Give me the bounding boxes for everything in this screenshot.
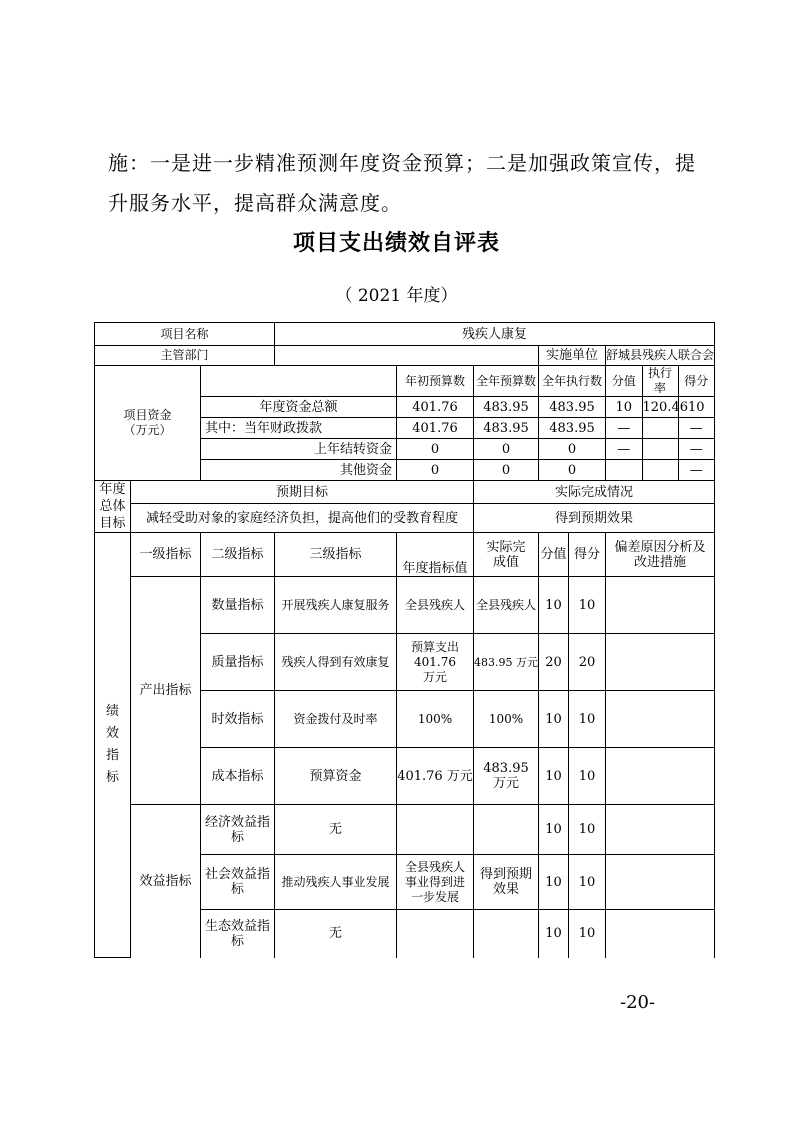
funds-header-executed: 全年执行数: [539, 366, 606, 397]
paragraph-line-1: 施：一是进一步精准预测年度资金预算；二是加强政策宣传，提: [108, 151, 696, 175]
perf-level3: 预算资金: [275, 748, 397, 805]
actual-header: 实际完成情况: [474, 481, 715, 504]
funds-row-score: 10: [678, 397, 714, 417]
perf-actual-value: 得到预期效果: [474, 855, 539, 910]
perf-level2: 数量指标: [201, 577, 275, 634]
perf-header-deviation: 偏差原因分析及改进措施: [606, 533, 715, 577]
funds-row-scores: [606, 397, 715, 418]
table-subtitle: （ 2021 年度）: [335, 286, 458, 306]
funds-row-executed: 0: [539, 439, 606, 460]
expected-goal: 减轻受助对象的家庭经济负担，提高他们的受教育程度: [131, 504, 474, 533]
funds-unit: （万元）: [123, 423, 172, 437]
perf-deviation: [606, 910, 715, 958]
perf-score-value: 10: [539, 691, 569, 748]
perf-level3: 开展残疾人康复服务: [275, 577, 397, 634]
perf-annual-value: 预算支出401.76 万元: [397, 634, 474, 691]
funds-row-score-value: —: [606, 418, 642, 438]
funds-row-initial: 401.76: [397, 397, 474, 418]
perf-header-annual-value: 年度指标值: [397, 533, 474, 577]
perf-score: 10: [569, 577, 606, 634]
perf-level3: 无: [275, 910, 397, 958]
funds-row-label: 其他资金: [201, 460, 397, 481]
funds-row-rate: 120.46: [642, 397, 678, 417]
unit-label: 实施单位: [539, 346, 606, 366]
perf-row: [95, 805, 715, 855]
funds-header-empty: [201, 366, 397, 397]
funds-label-cell: [95, 366, 201, 481]
perf-actual-value: [474, 910, 539, 958]
perf-header-level2: 二级指标: [201, 533, 275, 577]
unit-value: 舒城县残疾人联合会: [606, 346, 715, 366]
paragraph-line-2: 升服务水平，提高群众满意度。: [108, 191, 402, 215]
funds-row-label: 年度资金总额: [201, 397, 397, 418]
funds-row-full: 483.95: [474, 418, 539, 439]
funds-row-score-value: 10: [606, 397, 642, 417]
funds-row-score: —: [678, 439, 714, 459]
funds-row-scores: [606, 418, 715, 439]
perf-deviation: [606, 805, 715, 855]
project-name-label: 项目名称: [95, 323, 275, 346]
funds-header-initial: 年初预算数: [397, 366, 474, 397]
perf-level3: 推动残疾人事业发展: [275, 855, 397, 910]
perf-score-value: 20: [539, 634, 569, 691]
perf-level2: 时效指标: [201, 691, 275, 748]
perf-level3: 残疾人得到有效康复: [275, 634, 397, 691]
perf-level3: 资金拨付及时率: [275, 691, 397, 748]
perf-actual-value: 100%: [474, 691, 539, 748]
perf-score: 10: [569, 691, 606, 748]
funds-row-executed: 483.95: [539, 418, 606, 439]
output-label: 产出指标: [131, 577, 201, 805]
perf-row: [95, 577, 715, 634]
perf-score-value: 10: [539, 577, 569, 634]
perf-level2: 生态效益指标: [201, 910, 275, 958]
body-paragraph: [108, 143, 708, 223]
funds-row-rate: [642, 439, 678, 459]
funds-row-full: 483.95: [474, 397, 539, 418]
perf-score-value: 10: [539, 910, 569, 958]
funds-header-rate: 执行率: [642, 366, 678, 396]
project-name-value: 残疾人康复: [275, 323, 715, 346]
perf-level2: 经济效益指标: [201, 805, 275, 855]
perf-annual-value: [397, 805, 474, 855]
perf-header-level1: 一级指标: [131, 533, 201, 577]
perf-annual-value: 100%: [397, 691, 474, 748]
funds-row-initial: 0: [397, 439, 474, 460]
funds-row-label: 其中：当年财政拨款: [201, 418, 397, 439]
funds-row-score-value: —: [606, 439, 642, 459]
perf-deviation: [606, 634, 715, 691]
perf-score: 10: [569, 910, 606, 958]
perf-level2: 成本指标: [201, 748, 275, 805]
self-evaluation-table: [94, 322, 715, 958]
funds-row-full: 0: [474, 460, 539, 481]
page-number: -20-: [620, 992, 656, 1013]
perf-actual-value: 483.95 万元: [474, 748, 539, 805]
funds-row-rate: [642, 418, 678, 438]
perf-label: 绩 效 指 标: [95, 533, 131, 958]
perf-header-actual-value: 实际完成值: [474, 533, 539, 577]
funds-row-score-value: [606, 460, 642, 480]
perf-annual-value: 401.76 万元: [397, 748, 474, 805]
perf-score-value: 10: [539, 805, 569, 855]
perf-level3: 无: [275, 805, 397, 855]
funds-header-full: 全年预算数: [474, 366, 539, 397]
funds-row-score: —: [678, 418, 714, 438]
perf-annual-value: 全县残疾人事业得到进一步发展: [397, 855, 474, 910]
perf-score: 10: [569, 748, 606, 805]
funds-row-executed: 0: [539, 460, 606, 481]
perf-score-value: 10: [539, 748, 569, 805]
perf-annual-value: [397, 910, 474, 958]
funds-row-initial: 401.76: [397, 418, 474, 439]
perf-score: 20: [569, 634, 606, 691]
actual-result: 得到预期效果: [474, 504, 715, 533]
funds-header-score: 得分: [678, 366, 714, 396]
benefit-label: 效益指标: [131, 805, 201, 958]
perf-header-score-value: 分值: [539, 533, 569, 577]
dept-value: [275, 346, 539, 366]
funds-row-scores: [606, 439, 715, 460]
perf-level2: 质量指标: [201, 634, 275, 691]
perf-header-level3: 三级指标: [275, 533, 397, 577]
annual-goal-label: 年度总体目标: [95, 481, 131, 533]
funds-row-full: 0: [474, 439, 539, 460]
perf-deviation: [606, 855, 715, 910]
funds-label: 项目资金: [123, 408, 172, 422]
expected-goal-header: 预期目标: [131, 481, 474, 504]
funds-row-rate: [642, 460, 678, 480]
perf-actual-value: 483.95 万元: [474, 634, 539, 691]
funds-row-score: —: [678, 460, 714, 480]
funds-row-label: 上年结转资金: [201, 439, 397, 460]
perf-header-score: 得分: [569, 533, 606, 577]
perf-deviation: [606, 748, 715, 805]
perf-actual-value: [474, 805, 539, 855]
funds-row-scores: [606, 460, 715, 481]
funds-row-initial: 0: [397, 460, 474, 481]
table-title: 项目支出绩效自评表: [292, 231, 500, 256]
perf-score: 10: [569, 855, 606, 910]
perf-deviation: [606, 577, 715, 634]
perf-actual-value: 全县残疾人: [474, 577, 539, 634]
funds-header-scores: [606, 366, 715, 397]
funds-header-score-value: 分值: [606, 366, 642, 396]
dept-label: 主管部门: [95, 346, 275, 366]
perf-level2: 社会效益指标: [201, 855, 275, 910]
perf-deviation: [606, 691, 715, 748]
perf-score-value: 10: [539, 855, 569, 910]
perf-annual-value: 全县残疾人: [397, 577, 474, 634]
funds-row-executed: 483.95: [539, 397, 606, 418]
perf-score: 10: [569, 805, 606, 855]
